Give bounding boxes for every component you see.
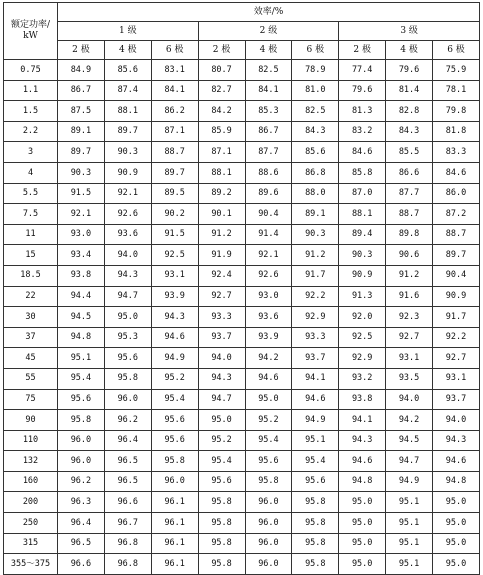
efficiency-cell: 95.2 bbox=[245, 410, 292, 431]
efficiency-cell: 96.0 bbox=[151, 471, 198, 492]
efficiency-cell: 87.7 bbox=[245, 142, 292, 163]
efficiency-cell: 87.2 bbox=[433, 204, 480, 225]
efficiency-cell: 88.1 bbox=[104, 101, 151, 122]
efficiency-cell: 86.7 bbox=[58, 80, 105, 101]
efficiency-cell: 90.3 bbox=[58, 162, 105, 183]
efficiency-cell: 95.0 bbox=[339, 533, 386, 554]
rated-power-cell: 90 bbox=[4, 410, 58, 431]
efficiency-cell: 92.7 bbox=[198, 286, 245, 307]
efficiency-cell: 84.2 bbox=[198, 101, 245, 122]
efficiency-cell: 85.6 bbox=[104, 60, 151, 81]
efficiency-cell: 93.3 bbox=[292, 327, 339, 348]
efficiency-cell: 96.0 bbox=[58, 430, 105, 451]
efficiency-cell: 90.3 bbox=[104, 142, 151, 163]
efficiency-cell: 94.5 bbox=[58, 307, 105, 328]
efficiency-cell: 87.1 bbox=[151, 121, 198, 142]
efficiency-cell: 90.2 bbox=[151, 204, 198, 225]
efficiency-cell: 83.1 bbox=[151, 60, 198, 81]
table-row bbox=[4, 368, 480, 389]
efficiency-cell: 95.4 bbox=[58, 368, 105, 389]
efficiency-cell: 93.3 bbox=[198, 307, 245, 328]
efficiency-cell: 95.6 bbox=[151, 430, 198, 451]
efficiency-cell: 87.7 bbox=[386, 183, 433, 204]
efficiency-cell: 96.0 bbox=[245, 513, 292, 534]
efficiency-cell: 93.1 bbox=[151, 265, 198, 286]
efficiency-cell: 94.3 bbox=[104, 265, 151, 286]
efficiency-cell: 88.6 bbox=[245, 162, 292, 183]
efficiency-cell: 90.9 bbox=[104, 162, 151, 183]
efficiency-cell: 96.8 bbox=[104, 533, 151, 554]
efficiency-cell: 96.0 bbox=[104, 389, 151, 410]
efficiency-cell: 96.1 bbox=[151, 554, 198, 575]
efficiency-cell: 88.7 bbox=[151, 142, 198, 163]
table-row bbox=[4, 451, 480, 472]
rated-power-cell: 11 bbox=[4, 224, 58, 245]
pole-header: 4 极 bbox=[104, 41, 151, 60]
rated-power-cell: 55 bbox=[4, 368, 58, 389]
efficiency-cell: 96.1 bbox=[151, 533, 198, 554]
efficiency-cell: 94.4 bbox=[58, 286, 105, 307]
efficiency-cell: 95.0 bbox=[339, 513, 386, 534]
table-row bbox=[4, 533, 480, 554]
grade-header-row bbox=[4, 22, 480, 41]
efficiency-cell: 91.3 bbox=[339, 286, 386, 307]
efficiency-cell: 87.5 bbox=[58, 101, 105, 122]
efficiency-cell: 89.1 bbox=[292, 204, 339, 225]
pole-header: 2 极 bbox=[198, 41, 245, 60]
rated-power-cell: 22 bbox=[4, 286, 58, 307]
efficiency-cell: 93.4 bbox=[58, 245, 105, 266]
efficiency-cell: 94.8 bbox=[58, 327, 105, 348]
efficiency-cell: 92.1 bbox=[104, 183, 151, 204]
efficiency-cell: 92.6 bbox=[245, 265, 292, 286]
efficiency-cell: 93.8 bbox=[58, 265, 105, 286]
efficiency-cell: 89.5 bbox=[151, 183, 198, 204]
rated-power-cell: 200 bbox=[4, 492, 58, 513]
efficiency-cell: 89.2 bbox=[198, 183, 245, 204]
efficiency-cell: 82.5 bbox=[292, 101, 339, 122]
efficiency-cell: 95.4 bbox=[151, 389, 198, 410]
efficiency-cell: 85.3 bbox=[245, 101, 292, 122]
efficiency-cell: 87.4 bbox=[104, 80, 151, 101]
table-row bbox=[4, 245, 480, 266]
efficiency-cell: 96.0 bbox=[245, 492, 292, 513]
efficiency-cell: 94.7 bbox=[104, 286, 151, 307]
efficiency-cell: 92.6 bbox=[104, 204, 151, 225]
rated-power-cell: 18.5 bbox=[4, 265, 58, 286]
efficiency-cell: 93.1 bbox=[433, 368, 480, 389]
efficiency-table-container bbox=[3, 2, 480, 575]
efficiency-cell: 93.9 bbox=[151, 286, 198, 307]
grade-header: 3 级 bbox=[339, 22, 480, 41]
efficiency-cell: 95.8 bbox=[198, 492, 245, 513]
efficiency-cell: 92.5 bbox=[151, 245, 198, 266]
efficiency-cell: 92.2 bbox=[433, 327, 480, 348]
efficiency-cell: 84.1 bbox=[245, 80, 292, 101]
efficiency-header: 效率/% bbox=[58, 3, 480, 22]
efficiency-cell: 95.8 bbox=[292, 513, 339, 534]
rated-power-cell: 355～375 bbox=[4, 554, 58, 575]
table-row bbox=[4, 224, 480, 245]
efficiency-cell: 95.0 bbox=[245, 389, 292, 410]
efficiency-cell: 94.7 bbox=[198, 389, 245, 410]
table-row bbox=[4, 162, 480, 183]
efficiency-cell: 95.1 bbox=[386, 533, 433, 554]
efficiency-cell: 84.6 bbox=[433, 162, 480, 183]
header-row-1 bbox=[4, 3, 480, 22]
efficiency-cell: 82.8 bbox=[386, 101, 433, 122]
efficiency-cell: 95.2 bbox=[151, 368, 198, 389]
efficiency-cell: 96.5 bbox=[104, 471, 151, 492]
efficiency-cell: 92.9 bbox=[339, 348, 386, 369]
efficiency-cell: 95.2 bbox=[198, 430, 245, 451]
efficiency-cell: 82.7 bbox=[198, 80, 245, 101]
efficiency-cell: 93.0 bbox=[245, 286, 292, 307]
efficiency-cell: 78.1 bbox=[433, 80, 480, 101]
efficiency-cell: 92.4 bbox=[198, 265, 245, 286]
efficiency-cell: 94.9 bbox=[386, 471, 433, 492]
efficiency-cell: 90.4 bbox=[433, 265, 480, 286]
efficiency-cell: 93.5 bbox=[386, 368, 433, 389]
pole-header: 4 极 bbox=[386, 41, 433, 60]
efficiency-cell: 94.7 bbox=[386, 451, 433, 472]
efficiency-cell: 86.7 bbox=[245, 121, 292, 142]
table-row bbox=[4, 121, 480, 142]
table-body bbox=[4, 60, 480, 575]
pole-header: 4 极 bbox=[245, 41, 292, 60]
efficiency-cell: 96.4 bbox=[104, 430, 151, 451]
rated-power-cell: 5.5 bbox=[4, 183, 58, 204]
rated-power-cell: 45 bbox=[4, 348, 58, 369]
rated-power-cell: 1.5 bbox=[4, 101, 58, 122]
efficiency-cell: 94.6 bbox=[151, 327, 198, 348]
efficiency-cell: 90.3 bbox=[339, 245, 386, 266]
efficiency-cell: 91.2 bbox=[198, 224, 245, 245]
efficiency-cell: 95.8 bbox=[245, 471, 292, 492]
table-row bbox=[4, 307, 480, 328]
efficiency-cell: 86.6 bbox=[386, 162, 433, 183]
efficiency-cell: 83.3 bbox=[433, 142, 480, 163]
efficiency-cell: 95.6 bbox=[292, 471, 339, 492]
rated-power-cell: 160 bbox=[4, 471, 58, 492]
table-row bbox=[4, 492, 480, 513]
efficiency-cell: 88.7 bbox=[386, 204, 433, 225]
efficiency-table bbox=[3, 2, 480, 575]
efficiency-cell: 96.5 bbox=[58, 533, 105, 554]
efficiency-cell: 93.2 bbox=[339, 368, 386, 389]
efficiency-cell: 85.5 bbox=[386, 142, 433, 163]
efficiency-cell: 96.4 bbox=[58, 513, 105, 534]
rated-power-cell: 315 bbox=[4, 533, 58, 554]
efficiency-cell: 95.8 bbox=[198, 513, 245, 534]
efficiency-cell: 91.2 bbox=[292, 245, 339, 266]
table-row bbox=[4, 204, 480, 225]
efficiency-cell: 95.6 bbox=[198, 471, 245, 492]
efficiency-cell: 90.9 bbox=[339, 265, 386, 286]
efficiency-cell: 94.1 bbox=[339, 410, 386, 431]
efficiency-cell: 95.0 bbox=[104, 307, 151, 328]
efficiency-cell: 90.3 bbox=[292, 224, 339, 245]
efficiency-cell: 96.2 bbox=[104, 410, 151, 431]
efficiency-cell: 91.6 bbox=[386, 286, 433, 307]
rated-power-header-line1: 额定功率/ bbox=[10, 19, 51, 30]
efficiency-cell: 88.1 bbox=[339, 204, 386, 225]
efficiency-cell: 80.7 bbox=[198, 60, 245, 81]
efficiency-cell: 96.0 bbox=[245, 533, 292, 554]
efficiency-cell: 91.4 bbox=[245, 224, 292, 245]
pole-header: 6 极 bbox=[151, 41, 198, 60]
efficiency-cell: 93.6 bbox=[104, 224, 151, 245]
efficiency-cell: 93.0 bbox=[58, 224, 105, 245]
efficiency-cell: 94.6 bbox=[292, 389, 339, 410]
efficiency-cell: 94.6 bbox=[433, 451, 480, 472]
efficiency-cell: 90.9 bbox=[433, 286, 480, 307]
efficiency-cell: 90.4 bbox=[245, 204, 292, 225]
efficiency-cell: 94.6 bbox=[339, 451, 386, 472]
efficiency-cell: 95.8 bbox=[151, 451, 198, 472]
efficiency-cell: 94.3 bbox=[198, 368, 245, 389]
table-row bbox=[4, 142, 480, 163]
efficiency-cell: 95.0 bbox=[433, 513, 480, 534]
pole-header: 6 极 bbox=[292, 41, 339, 60]
efficiency-cell: 95.0 bbox=[339, 492, 386, 513]
efficiency-cell: 89.4 bbox=[339, 224, 386, 245]
efficiency-cell: 95.0 bbox=[433, 533, 480, 554]
efficiency-cell: 85.6 bbox=[292, 142, 339, 163]
efficiency-cell: 95.0 bbox=[198, 410, 245, 431]
efficiency-cell: 95.8 bbox=[292, 554, 339, 575]
efficiency-cell: 95.8 bbox=[292, 492, 339, 513]
efficiency-cell: 82.5 bbox=[245, 60, 292, 81]
efficiency-cell: 95.6 bbox=[58, 389, 105, 410]
efficiency-cell: 96.5 bbox=[104, 451, 151, 472]
efficiency-cell: 79.6 bbox=[339, 80, 386, 101]
efficiency-cell: 93.7 bbox=[433, 389, 480, 410]
efficiency-cell: 79.6 bbox=[386, 60, 433, 81]
efficiency-cell: 92.5 bbox=[339, 327, 386, 348]
rated-power-cell: 250 bbox=[4, 513, 58, 534]
efficiency-cell: 96.0 bbox=[58, 451, 105, 472]
table-row bbox=[4, 327, 480, 348]
efficiency-cell: 91.5 bbox=[151, 224, 198, 245]
table-row bbox=[4, 80, 480, 101]
table-row bbox=[4, 554, 480, 575]
pole-header-row bbox=[4, 41, 480, 60]
rated-power-header-line2: kW bbox=[23, 31, 38, 41]
efficiency-cell: 95.8 bbox=[58, 410, 105, 431]
efficiency-cell: 92.0 bbox=[339, 307, 386, 328]
efficiency-cell: 94.5 bbox=[386, 430, 433, 451]
efficiency-cell: 91.9 bbox=[198, 245, 245, 266]
efficiency-cell: 92.1 bbox=[245, 245, 292, 266]
efficiency-cell: 92.3 bbox=[386, 307, 433, 328]
efficiency-cell: 89.1 bbox=[58, 121, 105, 142]
efficiency-cell: 96.7 bbox=[104, 513, 151, 534]
efficiency-cell: 95.3 bbox=[104, 327, 151, 348]
efficiency-cell: 94.3 bbox=[339, 430, 386, 451]
efficiency-cell: 93.8 bbox=[339, 389, 386, 410]
efficiency-cell: 96.6 bbox=[58, 554, 105, 575]
efficiency-cell: 94.8 bbox=[433, 471, 480, 492]
efficiency-cell: 94.9 bbox=[292, 410, 339, 431]
rated-power-cell: 2.2 bbox=[4, 121, 58, 142]
efficiency-cell: 92.1 bbox=[58, 204, 105, 225]
efficiency-cell: 91.5 bbox=[58, 183, 105, 204]
table-row bbox=[4, 101, 480, 122]
efficiency-cell: 94.0 bbox=[386, 389, 433, 410]
rated-power-header bbox=[4, 3, 58, 60]
efficiency-cell: 89.8 bbox=[386, 224, 433, 245]
rated-power-cell: 0.75 bbox=[4, 60, 58, 81]
efficiency-cell: 78.9 bbox=[292, 60, 339, 81]
efficiency-cell: 87.0 bbox=[339, 183, 386, 204]
efficiency-cell: 79.8 bbox=[433, 101, 480, 122]
efficiency-cell: 94.2 bbox=[386, 410, 433, 431]
efficiency-cell: 94.9 bbox=[151, 348, 198, 369]
table-row bbox=[4, 389, 480, 410]
efficiency-cell: 84.3 bbox=[386, 121, 433, 142]
rated-power-cell: 75 bbox=[4, 389, 58, 410]
efficiency-cell: 88.0 bbox=[292, 183, 339, 204]
efficiency-cell: 95.1 bbox=[386, 554, 433, 575]
efficiency-cell: 89.6 bbox=[245, 183, 292, 204]
grade-header: 1 级 bbox=[58, 22, 199, 41]
efficiency-cell: 94.3 bbox=[433, 430, 480, 451]
efficiency-cell: 93.9 bbox=[245, 327, 292, 348]
pole-header: 2 极 bbox=[339, 41, 386, 60]
efficiency-cell: 90.1 bbox=[198, 204, 245, 225]
efficiency-cell: 95.1 bbox=[386, 492, 433, 513]
efficiency-cell: 95.0 bbox=[339, 554, 386, 575]
efficiency-cell: 95.6 bbox=[151, 410, 198, 431]
efficiency-cell: 86.2 bbox=[151, 101, 198, 122]
efficiency-cell: 89.7 bbox=[104, 121, 151, 142]
efficiency-cell: 94.3 bbox=[151, 307, 198, 328]
efficiency-cell: 83.2 bbox=[339, 121, 386, 142]
rated-power-cell: 30 bbox=[4, 307, 58, 328]
rated-power-cell: 15 bbox=[4, 245, 58, 266]
efficiency-cell: 92.9 bbox=[292, 307, 339, 328]
rated-power-cell: 1.1 bbox=[4, 80, 58, 101]
efficiency-cell: 85.9 bbox=[198, 121, 245, 142]
efficiency-cell: 84.9 bbox=[58, 60, 105, 81]
efficiency-cell: 95.1 bbox=[292, 430, 339, 451]
efficiency-cell: 95.8 bbox=[104, 368, 151, 389]
efficiency-cell: 94.8 bbox=[339, 471, 386, 492]
efficiency-cell: 93.6 bbox=[245, 307, 292, 328]
efficiency-cell: 91.2 bbox=[386, 265, 433, 286]
table-row bbox=[4, 183, 480, 204]
efficiency-cell: 95.4 bbox=[198, 451, 245, 472]
efficiency-cell: 95.6 bbox=[245, 451, 292, 472]
efficiency-cell: 91.7 bbox=[292, 265, 339, 286]
efficiency-cell: 93.7 bbox=[292, 348, 339, 369]
rated-power-cell: 37 bbox=[4, 327, 58, 348]
efficiency-cell: 92.2 bbox=[292, 286, 339, 307]
efficiency-cell: 94.0 bbox=[198, 348, 245, 369]
pole-header: 2 极 bbox=[58, 41, 105, 60]
efficiency-cell: 89.7 bbox=[433, 245, 480, 266]
efficiency-cell: 95.8 bbox=[198, 533, 245, 554]
efficiency-cell: 95.1 bbox=[386, 513, 433, 534]
table-row bbox=[4, 430, 480, 451]
efficiency-cell: 94.0 bbox=[433, 410, 480, 431]
rated-power-cell: 110 bbox=[4, 430, 58, 451]
efficiency-cell: 96.6 bbox=[104, 492, 151, 513]
efficiency-cell: 94.0 bbox=[104, 245, 151, 266]
efficiency-cell: 92.7 bbox=[386, 327, 433, 348]
efficiency-cell: 93.7 bbox=[198, 327, 245, 348]
efficiency-cell: 89.7 bbox=[151, 162, 198, 183]
efficiency-cell: 93.1 bbox=[386, 348, 433, 369]
efficiency-cell: 94.2 bbox=[245, 348, 292, 369]
rated-power-cell: 7.5 bbox=[4, 204, 58, 225]
efficiency-cell: 94.1 bbox=[292, 368, 339, 389]
table-row bbox=[4, 265, 480, 286]
efficiency-cell: 81.8 bbox=[433, 121, 480, 142]
efficiency-cell: 86.8 bbox=[292, 162, 339, 183]
efficiency-cell: 96.1 bbox=[151, 492, 198, 513]
table-row bbox=[4, 286, 480, 307]
efficiency-cell: 75.9 bbox=[433, 60, 480, 81]
rated-power-cell: 4 bbox=[4, 162, 58, 183]
table-row bbox=[4, 348, 480, 369]
efficiency-cell: 95.1 bbox=[58, 348, 105, 369]
efficiency-cell: 95.0 bbox=[433, 492, 480, 513]
rated-power-cell: 3 bbox=[4, 142, 58, 163]
table-row bbox=[4, 471, 480, 492]
efficiency-cell: 96.1 bbox=[151, 513, 198, 534]
efficiency-cell: 94.6 bbox=[245, 368, 292, 389]
efficiency-cell: 84.3 bbox=[292, 121, 339, 142]
efficiency-cell: 95.6 bbox=[104, 348, 151, 369]
efficiency-cell: 96.0 bbox=[245, 554, 292, 575]
efficiency-cell: 88.1 bbox=[198, 162, 245, 183]
efficiency-cell: 91.7 bbox=[433, 307, 480, 328]
efficiency-cell: 89.7 bbox=[58, 142, 105, 163]
efficiency-cell: 96.8 bbox=[104, 554, 151, 575]
pole-header: 6 极 bbox=[433, 41, 480, 60]
efficiency-cell: 81.3 bbox=[339, 101, 386, 122]
efficiency-cell: 84.6 bbox=[339, 142, 386, 163]
efficiency-cell: 95.8 bbox=[198, 554, 245, 575]
rated-power-cell: 132 bbox=[4, 451, 58, 472]
grade-header: 2 级 bbox=[198, 22, 339, 41]
efficiency-cell: 95.4 bbox=[292, 451, 339, 472]
efficiency-cell: 95.8 bbox=[292, 533, 339, 554]
efficiency-cell: 84.1 bbox=[151, 80, 198, 101]
efficiency-cell: 87.1 bbox=[198, 142, 245, 163]
efficiency-cell: 90.6 bbox=[386, 245, 433, 266]
table-row bbox=[4, 410, 480, 431]
efficiency-cell: 95.4 bbox=[245, 430, 292, 451]
efficiency-cell: 85.8 bbox=[339, 162, 386, 183]
efficiency-cell: 96.2 bbox=[58, 471, 105, 492]
efficiency-cell: 88.7 bbox=[433, 224, 480, 245]
efficiency-cell: 77.4 bbox=[339, 60, 386, 81]
efficiency-cell: 92.7 bbox=[433, 348, 480, 369]
efficiency-cell: 81.4 bbox=[386, 80, 433, 101]
efficiency-cell: 95.0 bbox=[433, 554, 480, 575]
table-row bbox=[4, 60, 480, 81]
efficiency-cell: 96.3 bbox=[58, 492, 105, 513]
efficiency-cell: 86.0 bbox=[433, 183, 480, 204]
efficiency-cell: 81.0 bbox=[292, 80, 339, 101]
